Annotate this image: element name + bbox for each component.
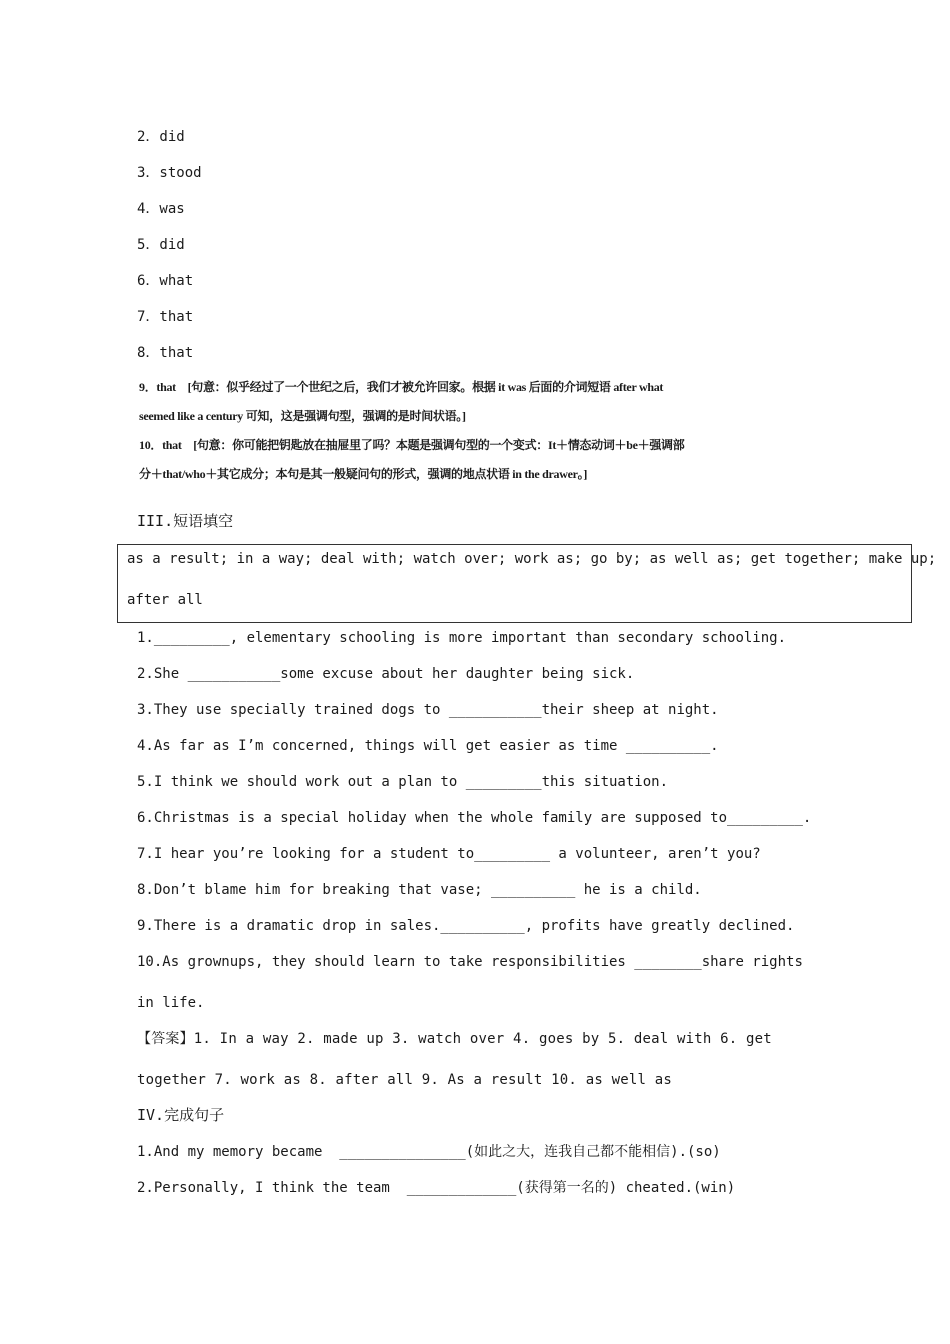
answer-item: 4．was [137, 201, 185, 217]
answer-note-10-line-2: 分＋that/who＋其它成分；本句是其一般疑问句的形式，强调的地点状语 in the drawer。] [139, 467, 588, 481]
question-7: 7.I hear you’re looking for a student to_________ a volunteer, aren’t you? [137, 846, 761, 862]
word-box [117, 544, 937, 623]
question-10: 10.As grownups, they should learn to take responsibilities ________share rights [137, 954, 803, 970]
question-8: 8.Don’t blame him for breaking that vase; __________ he is a child. [137, 882, 702, 898]
question-9: 9.There is a dramatic drop in sales.__________, profits have greatly declined. [137, 918, 795, 934]
answer-item: 6．what [137, 273, 194, 289]
word-box-line: as a result; in a way; deal with; watch over; work as; go by; as well as; get together; make up; [127, 551, 937, 567]
sentence-question-1: 1.And my memory became _______________(如此之大，连我自己都不能相信).(so) [137, 1144, 721, 1160]
answer-item: 2．did [137, 129, 185, 145]
answer-item: 8．that [137, 345, 194, 361]
answer-key-line-1: 【答案】1. In a way 2. made up 3. watch over 4. goes by 5. deal with 6. get [137, 1031, 772, 1047]
sentence-question-2: 2.Personally, I think the team _____________(获得第一名的) cheated.(win) [137, 1180, 736, 1196]
section-3-title: III.短语填空 [137, 512, 234, 530]
question-3: 3.They use specially trained dogs to ___________their sheep at night. [137, 702, 719, 718]
answer-key-line-2: together 7. work as 8. after all 9. As a result 10. as well as [137, 1072, 672, 1088]
answer-note-9-line-1: 9．that [句意：似乎经过了一个世纪之后，我们才被允许回家。根据 it was 后面的介词短语 after what [139, 380, 664, 394]
answer-item: 5．did [137, 237, 185, 253]
question-1: 1._________, elementary schooling is more important than secondary schooling. [137, 630, 787, 646]
answer-note-9-line-2: seemed like a century 可知，这是强调句型，强调的是时间状语。] [139, 409, 466, 423]
question-5: 5.I think we should work out a plan to _________this situation. [137, 774, 669, 790]
answer-note-10-line-1: 10．that [句意：你可能把钥匙放在抽屉里了吗？本题是强调句型的一个变式：It＋情态动词＋be＋强调部 [139, 438, 685, 452]
question-4: 4.As far as I’m concerned, things will get easier as time __________. [137, 738, 719, 754]
section-4-title: IV.完成句子 [137, 1106, 225, 1124]
answer-item: 3．stood [137, 165, 202, 181]
question-2: 2.She ___________some excuse about her daughter being sick. [137, 666, 635, 682]
question-6: 6.Christmas is a special holiday when the whole family are supposed to_________. [137, 810, 812, 826]
answer-item: 7．that [137, 309, 194, 325]
question-10-continued: in life. [137, 995, 205, 1011]
word-box-line: after all [127, 592, 203, 608]
